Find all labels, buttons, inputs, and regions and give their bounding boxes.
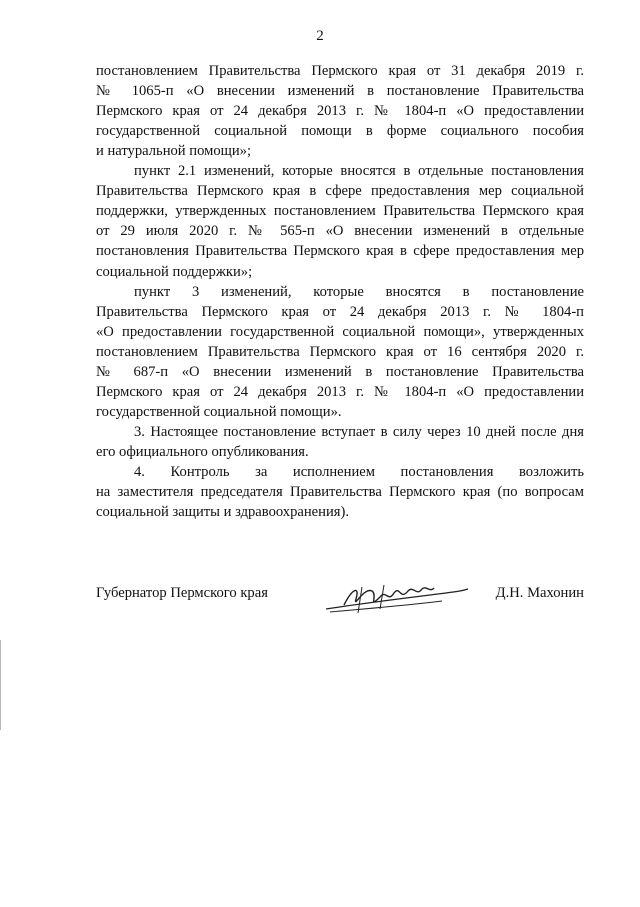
body-line: пункт 3 изменений, которые вносятся в постановление [134, 283, 584, 300]
signatory-name: Д.Н. Махонин [495, 585, 584, 601]
signature-block [96, 579, 584, 619]
body-line: его официального опубликования. [96, 443, 309, 460]
body-line: № 1065-п «О внесении изменений в постановление Правительства [96, 83, 584, 100]
body-line: государственной социальной помощи в форме социального пособия [96, 123, 584, 140]
scan-edge-mark [0, 640, 1, 730]
body-line: Пермского края от 24 декабря 2013 г. № 1804-п «О предоставлении [96, 103, 584, 120]
body-line: от 29 июля 2020 г. № 565-п «О внесении изменений в отдельные [96, 223, 584, 240]
page-number: 2 [316, 28, 324, 44]
body-line: постановлением Правительства Пермского края от 31 декабря 2019 г. [96, 63, 584, 79]
body-line: Правительства Пермского края от 24 декабря 2013 г. № 1804-п [96, 303, 584, 320]
body-line: № 687-п «О внесении изменений в постановление Правительства [96, 363, 584, 380]
body-line: Пермского края от 24 декабря 2013 г. № 1804-п «О предоставлении [96, 383, 584, 400]
body-line: социальной защиты и здравоохранения). [96, 504, 350, 521]
body-line: на заместителя председателя Правительства Пермского края (по вопросам [96, 484, 584, 501]
body-line: «О предоставлении государственной социальной помощи», утвержденных [96, 323, 584, 340]
body-line: 3. Настоящее постановление вступает в силу через 10 дней после дня [134, 423, 584, 440]
body-line: постановления Правительства Пермского края в сфере предоставления мер [96, 243, 584, 260]
body-line: социальной поддержки»; [96, 263, 253, 280]
body-line: и натуральной помощи»; [96, 143, 252, 160]
body-line: государственной социальной помощи». [96, 403, 342, 420]
body-line: постановлением Правительства Пермского края от 16 сентября 2020 г. [96, 343, 584, 360]
body-line: пункт 2.1 изменений, которые вносятся в отдельные постановления [134, 163, 584, 180]
body-line: 4. Контроль за исполнением постановления возложить [134, 464, 584, 480]
signatory-position: Губернатор Пермского края [96, 585, 268, 601]
body-line: Правительства Пермского края в сфере предоставления мер социальной [96, 183, 584, 200]
body-line: поддержки, утвержденных постановлением Правительства Пермского края [96, 203, 584, 220]
handwritten-signature [322, 579, 472, 619]
